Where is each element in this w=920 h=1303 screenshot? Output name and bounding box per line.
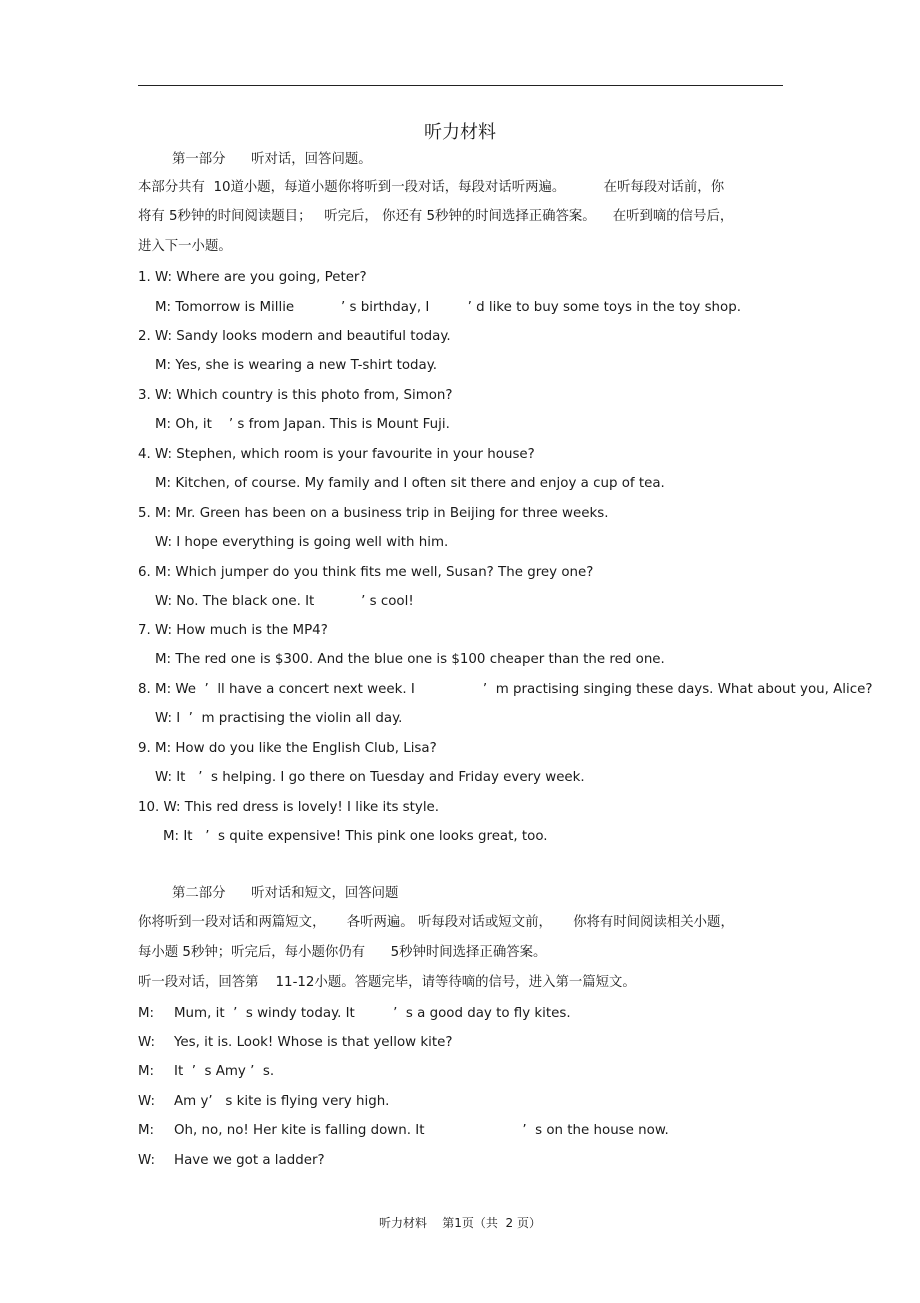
dialogue-line: W: I hope everything is going well with him. [155,535,449,550]
dialogue-line: 7. W: How much is the MP4? [138,623,328,638]
speaker-label: W: [138,1153,155,1168]
dialogue-line: W: I ’ m practising the violin all day. [155,711,403,726]
dialogue-line: 8. M: We ’ ll have a concert next week. I ’ m practising singing these days. What about you, Alice? [138,682,873,697]
speaker-label: W: [138,1035,155,1050]
dialogue-text: Mum, it ’ s windy today. It ’ s a good day to fly kites. [174,1006,571,1021]
part2-heading: 第二部分 听对话和短文，回答问题 [172,886,399,901]
speaker-label: M: [138,1064,155,1079]
dialogue-text: Have we got a ladder? [174,1153,325,1168]
dialogue-line: M: Kitchen, of course. My family and I often sit there and enjoy a cup of tea. [155,476,665,491]
dialogue-line: 4. W: Stephen, which room is your favourite in your house? [138,447,535,462]
dialogue-text: Oh, no, no! Her kite is falling down. It ’ s on the house now. [174,1123,669,1138]
dialogue-line: 10. W: This red dress is lovely! I like its style. [138,800,440,815]
part1-intro-line: 将有 5秒钟的时间阅读题目； 听完后， 你还有 5秒钟的时间选择正确答案。 在听到嘀的信号后， [138,209,734,224]
page-footer: 听力材料 第1页（共 2 页） [379,1216,541,1230]
dialogue-line: W: It ’ s helping. I go there on Tuesday and Friday every week. [155,770,585,785]
speaker-label: M: [138,1123,155,1138]
speaker-label: W: [138,1094,155,1109]
dialogue-line: 3. W: Which country is this photo from, Simon? [138,388,453,403]
dialogue-line: 5. M: Mr. Green has been on a business trip in Beijing for three weeks. [138,506,609,521]
dialogue-line: W: No. The black one. It ’ s cool! [155,594,414,609]
part1-intro-line: 进入下一小题。 [138,239,232,254]
part2-intro-line: 听一段对话，回答第 11-12小题。答题完毕，请等待嘀的信号，进入第一篇短文。 [138,975,636,990]
part1-intro-line: 本部分共有 10道小题，每道小题你将听到一段对话，每段对话听两遍。 在听每段对话前，你 [138,180,725,195]
page-title: 听力材料 [424,122,496,143]
dialogue-text: Yes, it is. Look! Whose is that yellow kite? [174,1035,453,1050]
dialogue-line: M: Yes, she is wearing a new T-shirt today. [155,358,438,373]
dialogue-line: M: The red one is $300. And the blue one is $100 cheaper than the red one. [155,652,665,667]
dialogue-line: M: Tomorrow is Millie ’ s birthday, I ’ d like to buy some toys in the toy shop. [155,300,741,315]
part2-intro-line: 每小题 5秒钟；听完后，每小题你仍有 5秒钟时间选择正确答案。 [138,945,547,960]
dialogue-line: M: It ’ s quite expensive! This pink one looks great, too. [163,829,548,844]
part2-intro-line: 你将听到一段对话和两篇短文， 各听两遍。 听每段对话或短文前， 你将有时间阅读相关小题， [138,915,734,930]
dialogue-line: 9. M: How do you like the English Club, Lisa? [138,741,437,756]
dialogue-line: 6. M: Which jumper do you think fits me well, Susan? The grey one? [138,565,594,580]
dialogue-line: 2. W: Sandy looks modern and beautiful today. [138,329,451,344]
dialogue-line: 1. W: Where are you going, Peter? [138,270,367,285]
dialogue-line: M: Oh, it ’ s from Japan. This is Mount Fuji. [155,417,450,432]
header-rule [138,85,783,86]
part1-heading: 第一部分 听对话，回答问题。 [172,152,372,167]
dialogue-text: It ’ s Amy ’ s. [174,1064,275,1079]
speaker-label: M: [138,1006,155,1021]
dialogue-text: Am y’ s kite is flying very high. [174,1094,390,1109]
